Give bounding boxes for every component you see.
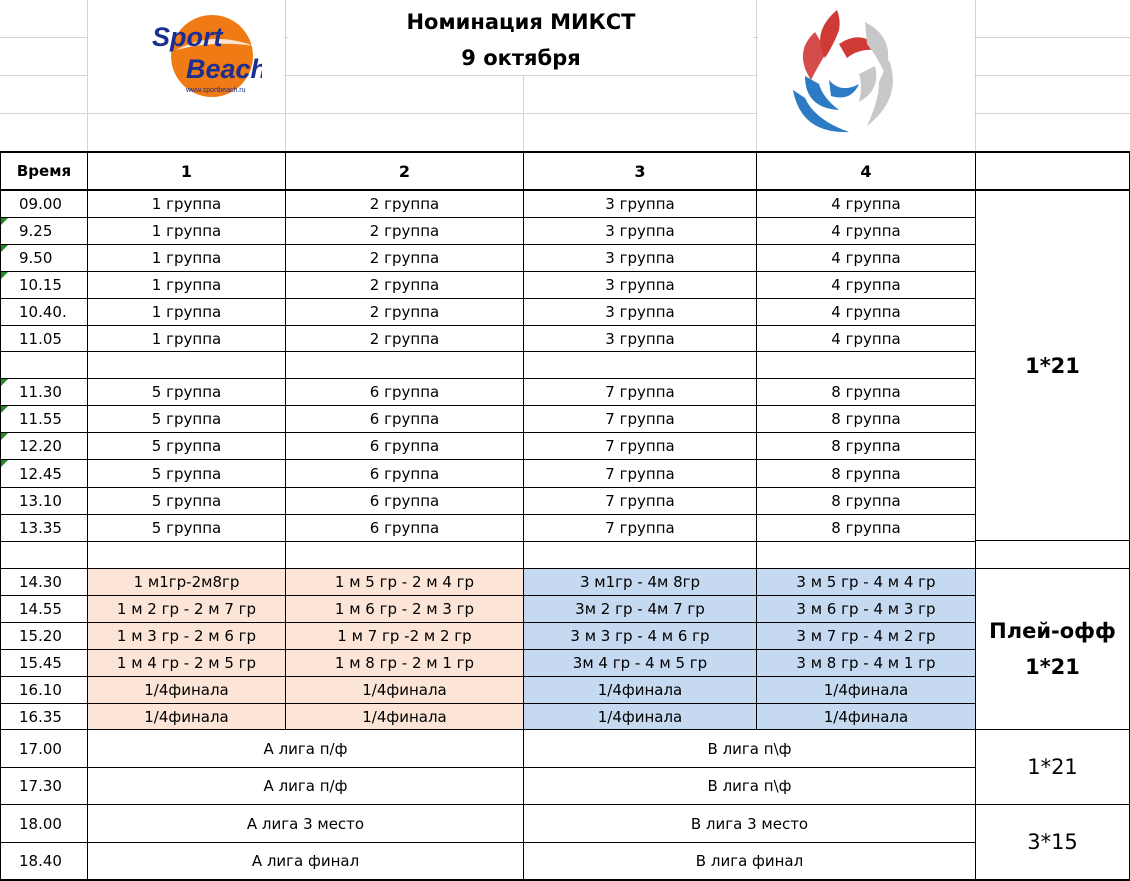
logo-url: www.sportbeach.ru: [186, 87, 246, 94]
playoff-match-cell: 3 м 3 гр - 4 м 6 гр: [570, 627, 710, 645]
group-match-cell: 1 группа: [151, 276, 222, 294]
column-header-court-3: 3: [634, 161, 646, 181]
group-match-cell: 7 группа: [605, 410, 675, 428]
group-match-cell: [88, 352, 285, 378]
group-match-cell: 2 группа: [369, 276, 440, 294]
group-match-cell: 4 группа: [831, 222, 901, 240]
group-match-cell: 4 группа: [831, 303, 901, 321]
group-match-cell: 4 группа: [831, 329, 901, 348]
playoff-match-cell: 1 м 2 гр - 2 м 7 гр: [116, 600, 257, 618]
playoff-match-cell: 1/4финала: [823, 708, 909, 726]
logo-word-sport: Sport: [152, 22, 223, 52]
group-match-cell: 3 группа: [605, 195, 675, 213]
playoff-match-cell: 3 м 5 гр - 4 м 4 гр: [796, 573, 936, 591]
group-match-cell: 2 группа: [369, 195, 440, 213]
time-cell: 09.00: [19, 195, 62, 213]
time-cell: 10.15: [19, 276, 62, 294]
time-cell: 9.50: [19, 249, 53, 267]
semifinal-format: 1*21: [1027, 755, 1078, 779]
time-cell: 15.45: [19, 654, 62, 672]
time-cell: 14.30: [19, 573, 62, 591]
group-match-cell: 6 группа: [369, 437, 440, 455]
time-cell: 9.25: [19, 222, 53, 240]
column-header-court-2: 2: [398, 161, 411, 181]
time-cell: 14.55: [19, 600, 62, 618]
group-match-cell: 2 группа: [369, 329, 440, 348]
group-match-cell: 2 группа: [369, 222, 440, 240]
playoff-match-cell: 1/4финала: [362, 681, 447, 699]
group-match-cell: 5 группа: [151, 410, 222, 428]
playoff-format-label: Плей-офф: [989, 619, 1116, 643]
column-header-time: Время: [16, 162, 72, 180]
sportbeach-logo: [150, 10, 262, 110]
playoff-format-score: 1*21: [1025, 655, 1080, 679]
group-match-cell: 8 группа: [831, 383, 901, 401]
time-cell: 11.55: [19, 410, 62, 428]
group-match-cell: 6 группа: [369, 492, 440, 510]
playoff-match-cell: 3 м 8 гр - 4 м 1 гр: [796, 654, 936, 672]
group-match-cell: [286, 352, 523, 378]
group-match-cell: 5 группа: [151, 519, 222, 537]
playoff-match-cell: 1 м1гр-2м8гр: [133, 573, 240, 591]
group-match-cell: 7 группа: [605, 464, 675, 483]
group-match-cell: 8 группа: [831, 464, 901, 483]
group-stage-format: 1*21: [1025, 353, 1080, 378]
group-match-cell: 1 группа: [151, 329, 222, 348]
time-cell: 11.05: [19, 329, 62, 348]
league-a-match-cell: А лига п/ф: [263, 777, 348, 795]
playoff-match-cell: 1/4финала: [144, 708, 229, 726]
time-cell: 18.40: [19, 852, 62, 870]
final-format: 3*15: [1027, 830, 1078, 854]
time-cell: 16.10: [19, 681, 62, 699]
group-match-cell: 5 группа: [151, 383, 222, 401]
playoff-match-cell: 3 м 6 гр - 4 м 3 гр: [796, 600, 936, 618]
playoff-match-cell: 3м 2 гр - 4м 7 гр: [575, 600, 705, 618]
group-match-cell: 1 группа: [151, 195, 222, 213]
group-match-cell: 8 группа: [831, 492, 901, 510]
group-match-cell: 2 группа: [369, 303, 440, 321]
group-match-cell: 3 группа: [605, 222, 675, 240]
time-cell: 17.30: [19, 777, 62, 795]
league-a-match-cell: А лига финал: [251, 852, 360, 870]
time-cell: 10.40.: [19, 303, 67, 321]
group-match-cell: 3 группа: [605, 249, 675, 267]
group-match-cell: 4 группа: [831, 195, 901, 213]
group-match-cell: 3 группа: [605, 276, 675, 294]
group-match-cell: 1 группа: [151, 222, 222, 240]
swirl-logo-icon: [785, 4, 905, 140]
playoff-match-cell: 3 м 7 гр - 4 м 2 гр: [796, 627, 936, 645]
group-match-cell: 6 группа: [369, 464, 440, 483]
playoff-match-cell: 1 м 7 гр -2 м 2 гр: [337, 627, 472, 645]
group-match-cell: 7 группа: [605, 437, 675, 455]
league-b-match-cell: В лига 3 место: [690, 814, 809, 833]
group-match-cell: 6 группа: [369, 519, 440, 537]
group-match-cell: 8 группа: [831, 519, 901, 537]
group-match-cell: 3 группа: [605, 303, 675, 321]
league-a-match-cell: А лига п/ф: [263, 739, 348, 758]
time-cell: 12.45: [19, 464, 62, 483]
time-cell: 13.35: [19, 519, 62, 537]
playoff-match-cell: 1/4финала: [597, 708, 683, 726]
playoff-match-cell: 1/4финала: [362, 708, 447, 726]
league-b-match-cell: В лига финал: [695, 852, 804, 870]
group-match-cell: 7 группа: [605, 492, 675, 510]
playoff-match-cell: 1/4финала: [823, 681, 909, 699]
group-match-cell: 4 группа: [831, 249, 901, 267]
column-header-court-1: 1: [180, 161, 193, 181]
group-match-cell: 7 группа: [605, 519, 675, 537]
time-cell: 13.10: [19, 492, 62, 510]
group-match-cell: 8 группа: [831, 437, 901, 455]
group-match-cell: 4 группа: [831, 276, 901, 294]
group-match-cell: 6 группа: [369, 410, 440, 428]
group-match-cell: 3 группа: [605, 329, 675, 348]
playoff-match-cell: 3 м1гр - 4м 8гр: [579, 573, 701, 591]
group-match-cell: 1 группа: [151, 249, 222, 267]
group-match-cell: 8 группа: [831, 410, 901, 428]
logo-word-beach: Beach: [186, 54, 262, 84]
playoff-match-cell: 1/4финала: [597, 681, 683, 699]
playoff-match-cell: 1/4финала: [144, 681, 229, 699]
page-title: Номинация МИКСТ: [406, 10, 636, 34]
league-b-match-cell: В лига п\ф: [707, 739, 792, 758]
playoff-match-cell: 1 м 5 гр - 2 м 4 гр: [334, 573, 475, 591]
time-cell: 15.20: [19, 627, 62, 645]
group-match-cell: 5 группа: [151, 492, 222, 510]
playoff-match-cell: 1 м 3 гр - 2 м 6 гр: [116, 627, 257, 645]
playoff-format: [976, 569, 1129, 729]
group-match-cell: 5 группа: [151, 464, 222, 483]
time-cell: 12.20: [19, 437, 62, 455]
group-match-cell: 1 группа: [151, 303, 222, 321]
group-match-cell: 2 группа: [369, 249, 440, 267]
playoff-match-cell: 1 м 4 гр - 2 м 5 гр: [116, 654, 257, 672]
group-match-cell: [524, 352, 756, 378]
playoff-match-cell: 1 м 6 гр - 2 м 3 гр: [334, 600, 475, 618]
group-match-cell: 7 группа: [605, 383, 675, 401]
group-match-cell: 6 группа: [369, 383, 440, 401]
playoff-match-cell: 1 м 8 гр - 2 м 1 гр: [334, 654, 475, 672]
column-header-court-4: 4: [860, 161, 872, 181]
time-cell: 16.35: [19, 708, 62, 726]
page-date: 9 октября: [461, 46, 581, 70]
time-cell: 17.00: [19, 739, 62, 758]
time-cell: 18.00: [19, 814, 62, 833]
group-match-cell: 5 группа: [151, 437, 222, 455]
league-a-match-cell: А лига 3 место: [246, 814, 365, 833]
league-b-match-cell: В лига п\ф: [707, 777, 792, 795]
group-match-cell: [757, 352, 975, 378]
playoff-match-cell: 3м 4 гр - 4 м 5 гр: [572, 654, 708, 672]
time-cell: [1, 352, 87, 378]
time-cell: 11.30: [19, 383, 62, 401]
